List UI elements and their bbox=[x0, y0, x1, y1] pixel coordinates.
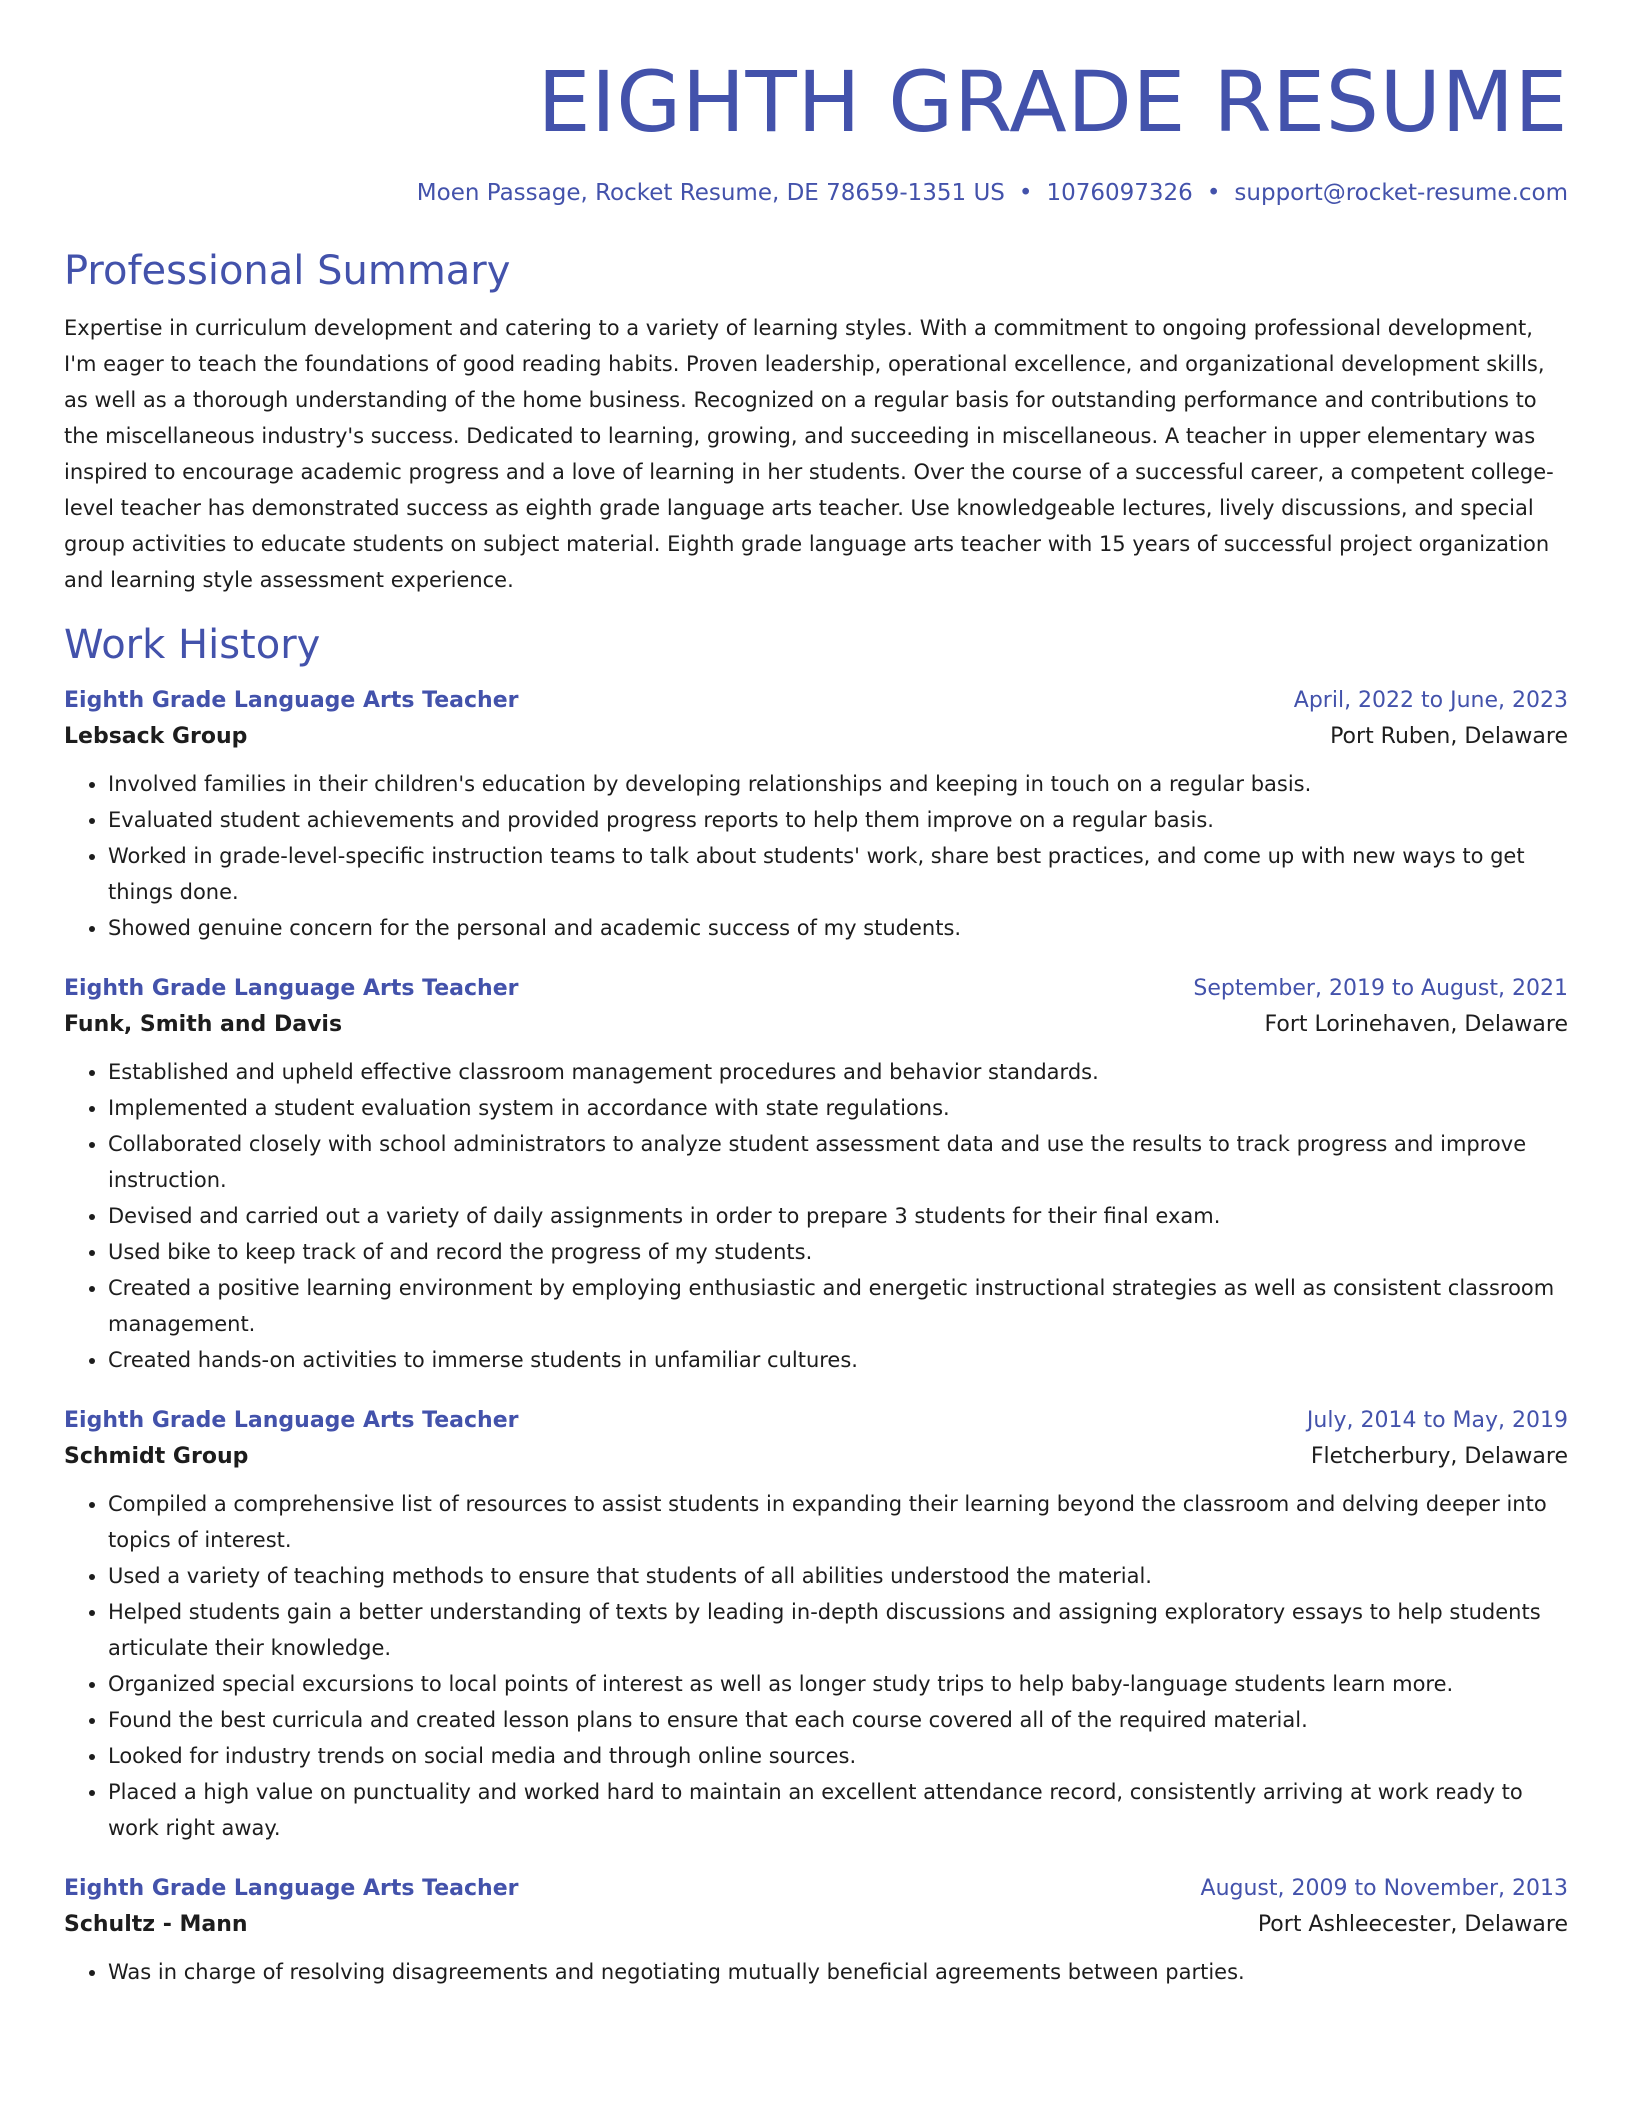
job-bullet: • Used a variety of teaching methods to ensure that students of all abilities understood the material. bbox=[108, 1558, 1568, 1594]
job-title-row bbox=[64, 1872, 1568, 1906]
resume-header bbox=[64, 52, 1568, 208]
job-bullet: • Worked in grade-level-specific instruction teams to talk about students' work, share best practices, and come up with new ways to get things done. bbox=[108, 838, 1568, 910]
contact-separator: • bbox=[1018, 180, 1033, 206]
job-bullet: • Created hands-on activities to immerse students in unfamiliar cultures. bbox=[108, 1342, 1568, 1378]
job-entry bbox=[64, 1404, 1568, 1846]
job-bullet: • Looked for industry trends on social media and through online sources. bbox=[108, 1738, 1568, 1774]
job-company: Schultz - Mann bbox=[64, 1912, 248, 1937]
job-bullets bbox=[64, 1054, 1568, 1378]
job-bullet: • Helped students gain a better understanding of texts by leading in-depth discussions and assigning exploratory essays to help students articulate their knowledge. bbox=[108, 1594, 1568, 1666]
job-bullet: • Placed a high value on punctuality and worked hard to maintain an excellent attendance record, consistently arriving at work ready to work right away. bbox=[108, 1774, 1568, 1846]
job-bullet: • Evaluated student achievements and provided progress reports to help them improve on a regular basis. bbox=[108, 802, 1568, 838]
job-bullet: • Involved families in their children's education by developing relationships and keeping in touch on a regular basis. bbox=[108, 766, 1568, 802]
job-bullet: • Organized special excursions to local points of interest as well as longer study trips to help baby-language students learn more. bbox=[108, 1666, 1568, 1702]
summary-heading: Professional Summary bbox=[64, 248, 511, 294]
job-title: Eighth Grade Language Arts Teacher bbox=[64, 1408, 519, 1433]
contact-address: Moen Passage, Rocket Resume, DE 78659-1351 US bbox=[416, 180, 1005, 206]
job-dates: August, 2009 to November, 2013 bbox=[1200, 1876, 1568, 1901]
job-bullet: • Collaborated closely with school administrators to analyze student assessment data and use the results to track progress and improve instruction. bbox=[108, 1126, 1568, 1198]
resume-page bbox=[64, 0, 1568, 1990]
job-entry bbox=[64, 1872, 1568, 1990]
job-bullet: • Devised and carried out a variety of daily assignments in order to prepare 3 students for their final exam. bbox=[108, 1198, 1568, 1234]
job-bullet: • Used bike to keep track of and record the progress of my students. bbox=[108, 1234, 1568, 1270]
job-location: Fort Lorinehaven, Delaware bbox=[1264, 1012, 1568, 1037]
job-title: Eighth Grade Language Arts Teacher bbox=[64, 1876, 519, 1901]
job-bullets bbox=[64, 1954, 1568, 1990]
job-title-row bbox=[64, 1404, 1568, 1438]
work-history-heading: Work History bbox=[64, 622, 321, 668]
job-title-row bbox=[64, 684, 1568, 718]
contact-separator: • bbox=[1206, 180, 1221, 206]
job-title: Eighth Grade Language Arts Teacher bbox=[64, 976, 519, 1001]
job-company-row bbox=[64, 1906, 1568, 1944]
job-location: Port Ashleecester, Delaware bbox=[1257, 1912, 1568, 1937]
job-location: Fletcherbury, Delaware bbox=[1310, 1444, 1568, 1469]
job-company-row bbox=[64, 1438, 1568, 1476]
job-title: Eighth Grade Language Arts Teacher bbox=[64, 688, 519, 713]
job-bullet: • Was in charge of resolving disagreements and negotiating mutually beneficial agreements between parties. bbox=[108, 1954, 1568, 1990]
summary-text: Expertise in curriculum development and catering to a variety of learning styles. With a commitment to ongoing professional development, I'm eager to teach the foundations of good reading habits. Proven leadership, operational excellence, and organizational development skills, as well as a thorough understanding of the home business. Recognized on a regular basis for outstanding performance and contributions to the miscellaneous industry's success. Dedicated to learning, growing, and succeeding in miscellaneous. A teacher in upper elementary was inspired to encourage academic progress and a love of learning in her students. Over the course of a successful career, a competent college-level teacher has demonstrated success as eighth grade language arts teacher. Use knowledgeable lectures, lively discussions, and special group activities to educate students on subject material. Eighth grade language arts teacher with 15 years of successful project organization and learning style assessment experience. bbox=[64, 316, 1554, 592]
job-company: Lebsack Group bbox=[64, 724, 248, 749]
job-bullets bbox=[64, 1486, 1568, 1846]
job-bullet: • Established and upheld effective classroom management procedures and behavior standards. bbox=[108, 1054, 1568, 1090]
job-location: Port Ruben, Delaware bbox=[1330, 724, 1568, 749]
contact-line bbox=[64, 178, 1568, 208]
job-title-row bbox=[64, 972, 1568, 1006]
job-bullet: • Compiled a comprehensive list of resources to assist students in expanding their learning beyond the classroom and delving deeper into topics of interest. bbox=[108, 1486, 1568, 1558]
contact-email[interactable]: support@rocket-resume.com bbox=[1234, 180, 1568, 206]
job-company-row bbox=[64, 1006, 1568, 1044]
job-bullet: • Showed genuine concern for the personal and academic success of my students. bbox=[108, 910, 1568, 946]
job-bullet: • Found the best curricula and created lesson plans to ensure that each course covered all of the required material. bbox=[108, 1702, 1568, 1738]
job-bullet: • Created a positive learning environment by employing enthusiastic and energetic instructional strategies as well as consistent classroom management. bbox=[108, 1270, 1568, 1342]
job-company-row bbox=[64, 718, 1568, 756]
job-company: Funk, Smith and Davis bbox=[64, 1012, 343, 1037]
job-bullets bbox=[64, 766, 1568, 946]
job-dates: April, 2022 to June, 2023 bbox=[1293, 688, 1568, 713]
job-bullet: • Implemented a student evaluation system in accordance with state regulations. bbox=[108, 1090, 1568, 1126]
job-company: Schmidt Group bbox=[64, 1444, 249, 1469]
job-entry bbox=[64, 972, 1568, 1378]
job-dates: September, 2019 to August, 2021 bbox=[1193, 976, 1568, 1001]
job-entry bbox=[64, 684, 1568, 946]
job-dates: July, 2014 to May, 2019 bbox=[1306, 1408, 1568, 1433]
contact-phone: 1076097326 bbox=[1046, 180, 1193, 206]
resume-name: EIGHTH GRADE RESUME bbox=[537, 53, 1568, 151]
